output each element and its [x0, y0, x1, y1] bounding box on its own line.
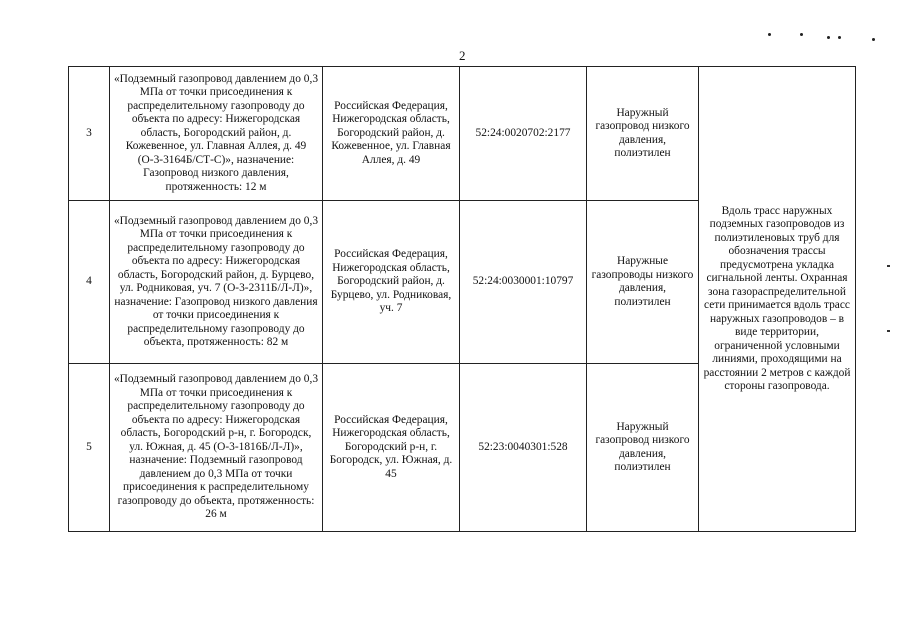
object-address: Российская Федерация, Нижегородская область, Богородский район, д. Кожевенное, ул. Главная Аллея, д. 49: [323, 67, 460, 201]
object-address: Российская Федерация, Нижегородская область, Богородский район, д. Бурцево, ул. Родниковая, уч. 7: [323, 201, 460, 364]
protection-zone-note: Вдоль трасс наружных подземных газопроводов из полиэтиленовых труб для обозначения трассы предусмотрена укладка сигнальной ленты. Охранная зона газораспределительной сети принимается вдоль трасс наружных газопроводов – в виде территории, ограниченной условными линиями, проходящими на расстоянии 2 метров с каждой стороны газопровода.: [699, 67, 856, 532]
table-row: [69, 67, 856, 201]
pipeline-type: Наружный газопровод низкого давления, полиэтилен: [587, 364, 699, 532]
gas-pipeline-table: [68, 66, 856, 532]
object-name: «Подземный газопровод давлением до 0,3 МПа от точки присоединения к распределительному газопроводу до объекта по адресу: Нижегородская область, Богородский район, д. Бурцево, ул. Родниковая, уч. 7 (О-3-2311Б/Л-Л)», назначение: Газопровод низкого давления от точки присоединения к распределительному газопроводу до объекта, протяженность: 82 м: [110, 201, 323, 364]
object-name: «Подземный газопровод давлением до 0,3 МПа от точки присоединения к распределительному газопроводу до объекта по адресу: Нижегородская область, Богородский р-н, г. Богородск, ул. Южная, д. 45 (О-3-1816Б/Л-Л)», назначение: Подземный газопровод давлением до 0,3 МПа от точки присоединения к распределительному газопроводу до объекта, протяженность: 26 м: [110, 364, 323, 532]
scan-mark: [887, 330, 890, 332]
pipeline-type: Наружные газопроводы низкого давления, полиэтилен: [587, 201, 699, 364]
row-number: 5: [69, 364, 110, 532]
cadastral-number: 52:24:0020702:2177: [460, 67, 587, 201]
pipeline-type: Наружный газопровод низкого давления, полиэтилен: [587, 67, 699, 201]
row-number: 3: [69, 67, 110, 201]
cadastral-number: 52:23:0040301:528: [460, 364, 587, 532]
row-number: 4: [69, 201, 110, 364]
cadastral-number: 52:24:0030001:10797: [460, 201, 587, 364]
page-number: 2: [459, 48, 466, 63]
object-address: Российская Федерация, Нижегородская область, Богородский р-н, г. Богородск, ул. Южная, д. 45: [323, 364, 460, 532]
scan-mark: [887, 265, 890, 267]
object-name: «Подземный газопровод давлением до 0,3 МПа от точки присоединения к распределительному газопроводу до объекта по адресу: Нижегородская область, Богородский район, д. Кожевенное, ул. Главная Аллея, д. 49 (О-3-3164Б/СТ-С)», назначение: Газопровод низкого давления, протяженность: 12 м: [110, 67, 323, 201]
